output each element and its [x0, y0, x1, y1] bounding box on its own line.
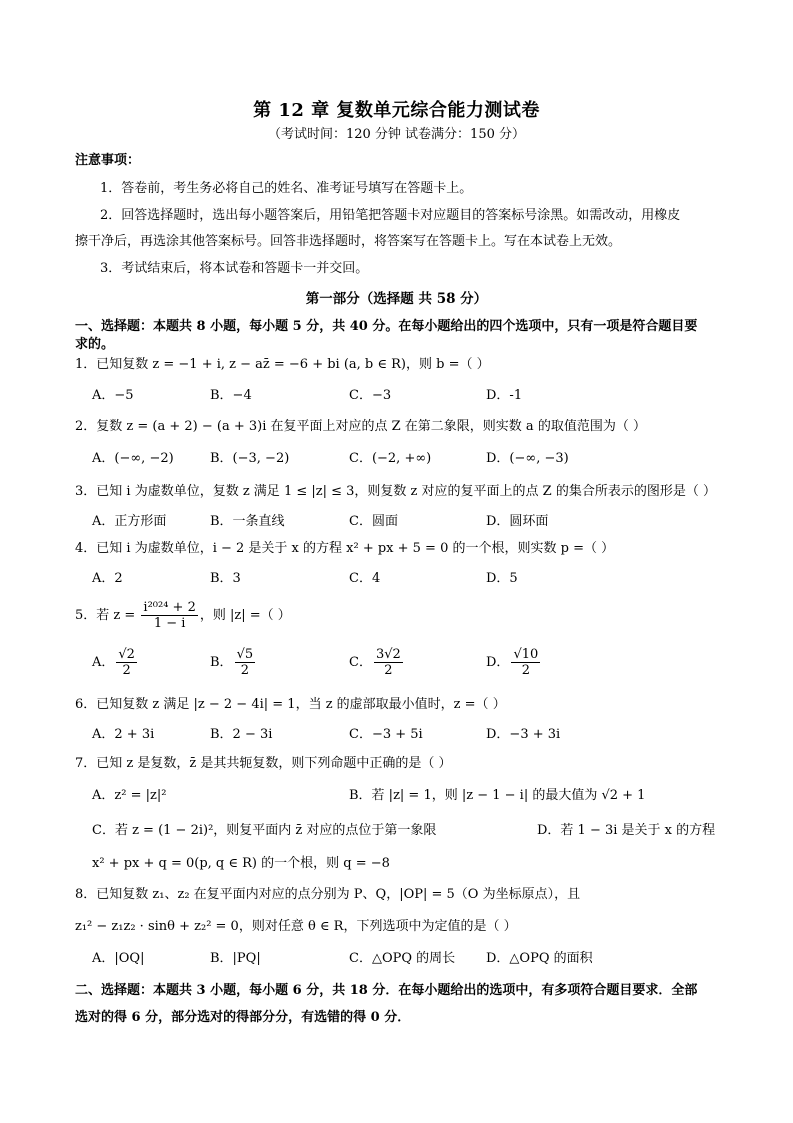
question-7-option-d: D．若 1 − 3i 是关于 x 的方程 [537, 823, 716, 838]
question-5-stem [75, 598, 291, 634]
question-1-option-d: D．-1 [486, 388, 523, 403]
question-1-option-b: B．−4 [210, 388, 252, 403]
question-4-option-a: A．2 [92, 571, 123, 586]
question-6-option-c: C．−3 + 5i [349, 727, 423, 742]
option-denominator: 2 [521, 663, 530, 678]
question-8-option-a: A．|OQ| [92, 951, 145, 966]
question-2-option-d: D．(−∞, −3) [486, 451, 569, 466]
option-label: C． [349, 655, 372, 670]
question-3-option-d: D．圆环面 [486, 514, 549, 529]
section2-instructions: 二、选择题：本题共 3 小题，每小题 6 分，共 18 分．在每小题给出的选项中，有多项符合题目要求．全部 [75, 983, 698, 998]
section1-instructions-cont: 求的。 [75, 337, 115, 352]
question-4-option-d: D．5 [486, 571, 518, 586]
option-label: B． [210, 655, 233, 670]
option-denominator: 2 [384, 663, 393, 678]
question-5-numerator: i²⁰²⁴ + 2 [143, 600, 196, 615]
option-denominator: 2 [240, 663, 249, 678]
question-4-stem: 4．已知 i 为虚数单位，i − 2 是关于 x 的方程 x² + px + 5 = 0 的一个根，则实数 p =（ ） [75, 541, 615, 556]
part1-title: 第一部分（选择题 共 58 分） [305, 291, 488, 307]
option-fraction [116, 647, 137, 678]
question-1-option-a: A．−5 [92, 388, 134, 403]
question-6-option-b: B．2 − 3i [210, 727, 273, 742]
notice-item: 2．回答选择题时，选出每小题答案后，用铅笔把答题卡对应题目的答案标号涂黑。如需改动，用橡皮 [100, 208, 681, 223]
question-5-suffix: ，则 |z| =（ ） [199, 608, 291, 623]
notice-heading: 注意事项： [75, 153, 141, 168]
option-fraction [235, 647, 256, 678]
page-subtitle: （考试时间：120 分钟 试卷满分：150 分） [267, 127, 526, 142]
question-5-option-c [349, 646, 405, 680]
question-2-option-b: B．(−3, −2) [210, 451, 290, 466]
question-8-stem-cont: z₁² − z₁z₂ · sinθ + z₂² = 0，则对任意 θ ∈ R，下列选项中为定值的是（ ） [75, 919, 517, 934]
question-7-option-c: C．若 z = (1 − 2i)²，则复平面内 z̄ 对应的点位于第一象限 [92, 823, 437, 838]
question-1-stem: 1．已知复数 z = −1 + i, z − az̄ = −6 + bi (a, b ∈ R)，则 b =（ ） [75, 357, 490, 372]
question-6-option-d: D．−3 + 3i [486, 727, 561, 742]
question-7-option-a: A．z² = |z|² [92, 788, 167, 803]
question-3-stem: 3．已知 i 为虚数单位，复数 z 满足 1 ≤ |z| ≤ 3，则复数 z 对应的复平面上的点 Z 的集合所表示的图形是（ ） [75, 484, 716, 499]
question-5-fraction [141, 600, 197, 631]
question-8-option-c: C．△OPQ 的周长 [349, 951, 456, 966]
question-8-option-d: D．△OPQ 的面积 [486, 951, 593, 966]
question-3-option-c: C．圆面 [349, 514, 398, 529]
question-5-denominator: 1 − i [153, 616, 186, 631]
option-numerator: √10 [513, 647, 539, 662]
notice-item: 1．答卷前，考生务必将自己的姓名、准考证号填写在答题卡上。 [100, 181, 473, 196]
question-8-option-b: B．|PQ| [210, 951, 261, 966]
question-7-stem: 7．已知 z 是复数，z̄ 是其共轭复数，则下列命题中正确的是（ ） [75, 756, 452, 771]
option-numerator: √5 [236, 647, 254, 662]
option-fraction [511, 647, 540, 678]
question-5-prefix: 5．若 z = [75, 608, 140, 623]
question-1-option-c: C．−3 [349, 388, 392, 403]
question-5-option-b [210, 646, 257, 680]
question-5-option-a [92, 646, 139, 680]
page-title: 第 12 章 复数单元综合能力测试卷 [253, 100, 540, 121]
option-fraction [374, 647, 403, 678]
option-denominator: 2 [122, 663, 131, 678]
option-label: A． [92, 655, 115, 670]
section2-instructions-cont: 选对的得 6 分，部分选对的得部分分，有选错的得 0 分． [75, 1010, 411, 1025]
notice-item: 擦干净后，再选涂其他答案标号。回答非选择题时，将答案写在答题卡上。写在本试卷上无效。 [75, 234, 622, 249]
question-3-option-b: B．一条直线 [210, 514, 285, 529]
question-2-stem: 2．复数 z = (a + 2) − (a + 3)i 在复平面上对应的点 Z 在第二象限，则实数 a 的取值范围为（ ） [75, 419, 646, 434]
option-label: D． [486, 655, 510, 670]
question-7-option-b: B．若 |z| = 1，则 |z − 1 − i| 的最大值为 √2 + 1 [349, 788, 646, 803]
question-4-option-c: C．4 [349, 571, 381, 586]
question-7-option-d-cont: x² + px + q = 0(p, q ∈ R) 的一个根，则 q = −8 [92, 856, 390, 871]
question-3-option-a: A．正方形面 [92, 514, 167, 529]
question-2-option-a: A．(−∞, −2) [92, 451, 174, 466]
notice-item: 3．考试结束后，将本试卷和答题卡一并交回。 [100, 261, 369, 276]
question-2-option-c: C．(−2, +∞) [349, 451, 432, 466]
question-4-option-b: B．3 [210, 571, 241, 586]
question-5-option-d [486, 646, 542, 680]
question-6-stem: 6．已知复数 z 满足 |z − 2 − 4i| = 1，当 z 的虚部取最小值时，z =（ ） [75, 697, 506, 712]
question-8-stem: 8．已知复数 z₁、z₂ 在复平面内对应的点分别为 P、Q，|OP| = 5（O 为坐标原点），且 [75, 887, 581, 902]
option-numerator: √2 [118, 647, 135, 662]
section1-instructions: 一、选择题：本题共 8 小题，每小题 5 分，共 40 分。在每小题给出的四个选项中，只有一项是符合题目要 [75, 319, 698, 334]
question-6-option-a: A．2 + 3i [92, 727, 155, 742]
option-numerator: 3√2 [375, 647, 401, 662]
